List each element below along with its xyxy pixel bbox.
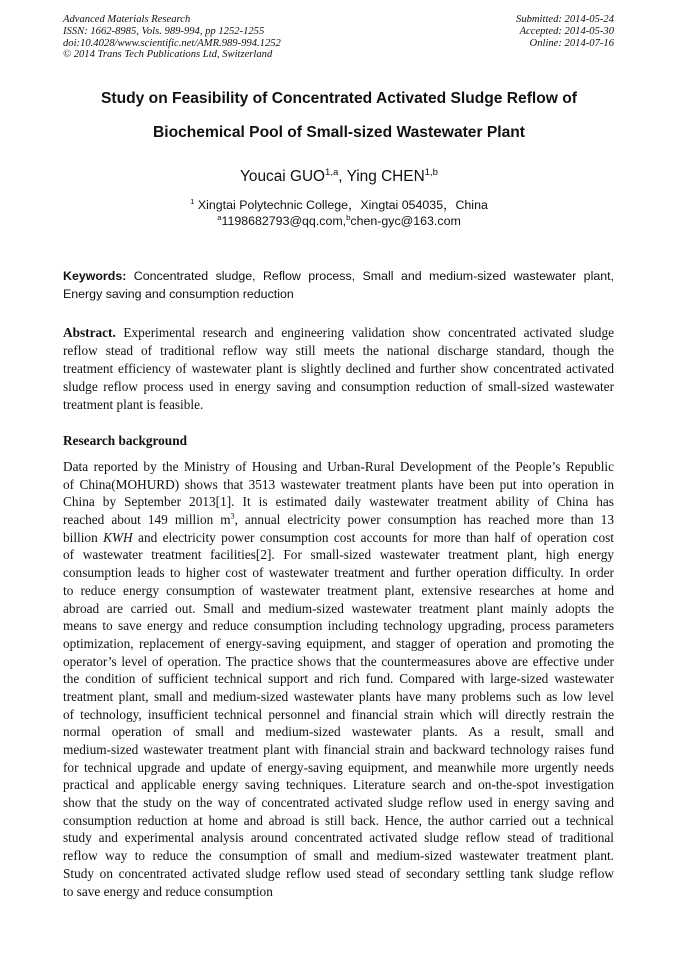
body-line xyxy=(63,759,614,777)
body-text: of China(MOHURD) shows that 3513 wastewater treatment plants have been put into operation in xyxy=(63,476,614,492)
author-2: Ying CHEN xyxy=(346,168,425,186)
body-text: China by September 2013[1]. It is estimated daily wastewater treatment ability of China has xyxy=(63,494,614,510)
body-line xyxy=(63,723,614,741)
abstract-line: reflow stead of traditional reflow way still meets the national discharge standard, though the xyxy=(63,343,614,358)
abstract-line: treatment plant is feasible. xyxy=(63,397,204,412)
body-text: medium-sized wastewater treatment plant with financial strain and backward technology raises fund xyxy=(63,742,614,757)
body-line xyxy=(63,582,614,600)
keywords-text: Concentrated sludge, Reflow process, Small and medium-sized wastewater plant, Energy saving and consumption reduction xyxy=(63,269,614,301)
body-line xyxy=(63,653,614,671)
body-text: billion xyxy=(63,529,104,545)
body-line xyxy=(63,865,614,883)
journal-name: Advanced Materials Research xyxy=(63,14,191,25)
body-text: consumption leads to higher cost of wastewater treatment and further operation difficulty. In order xyxy=(63,565,614,581)
paper-title-line-2: Biochemical Pool of Small-sized Wastewater Plant xyxy=(152,124,526,141)
copyright-line: © 2014 Trans Tech Publications Ltd, Switzerland xyxy=(63,49,273,61)
body-line xyxy=(63,476,614,494)
body-text: to reduce energy consumption of wastewater treatment plant, extensive researches at home and xyxy=(63,582,614,598)
affiliation xyxy=(0,195,678,213)
issn-line: ISSN: 1662-8985, Vols. 989-994, pp 1252-1255 xyxy=(63,25,265,37)
authors xyxy=(0,167,678,186)
body-text: Data reported by the Ministry of Housing and Urban-Rural Development of the People’s Republic xyxy=(63,459,614,474)
abstract xyxy=(63,324,614,414)
accepted-date: Accepted: 2014-05-30 xyxy=(519,25,614,37)
body-text: of technology, insufficient technical personnel and financial strain which will directly restrain the xyxy=(63,706,614,722)
dates-info xyxy=(516,14,614,49)
body-text: for technical upgrade and update of energy-saving equipment, and meanwhile more urgently needs xyxy=(63,759,614,775)
doi-line: doi:10.4028/www.scientific.net/AMR.989-994.1252 xyxy=(63,37,281,49)
author-1: Youcai GUO xyxy=(240,168,326,186)
email-a-mark: a xyxy=(217,213,222,222)
body-line xyxy=(63,511,614,529)
keywords xyxy=(63,267,614,303)
body-text: reflow way to reduce the consumption of small and medium-sized wastewater treatment plant. xyxy=(63,848,614,864)
affiliation-number: 1 xyxy=(190,196,195,206)
body-line xyxy=(63,688,614,706)
online-date: Online: 2014-07-16 xyxy=(529,37,614,49)
abstract-line: treatment efficiency of wastewater plant is slightly declined and further show concentrated activated xyxy=(63,361,614,376)
body-line xyxy=(63,812,614,830)
body-text: means to save energy and reduce consumption including technology upgrading, process parameters xyxy=(63,618,614,634)
author-2-affil: 1,b xyxy=(424,167,438,178)
body-text: consumption reduction at home and abroad is still back. Hence, the author carried out a technical xyxy=(63,812,614,828)
body-text: treatment plant, small and medium-sized wastewater plants have many problems such as low level xyxy=(63,688,614,704)
author-separator: , xyxy=(338,168,347,186)
author-1-affil: 1,a xyxy=(325,167,339,178)
body-line xyxy=(63,794,614,812)
keywords-label: Keywords: xyxy=(63,269,127,283)
body-text: of wastewater treatment facilities[2]. For small-sized wastewater treatment plant, high energy xyxy=(63,547,614,563)
body-line xyxy=(63,600,614,618)
affiliation-text: Xingtai Polytechnic College，Xingtai 054035，China xyxy=(194,198,488,212)
section-heading: Research background xyxy=(63,433,187,448)
abstract-label: Abstract. xyxy=(63,325,116,340)
body-line xyxy=(63,529,614,547)
body-line xyxy=(63,564,614,582)
email-b-mark: b xyxy=(346,213,351,222)
body-line xyxy=(63,617,614,635)
emails xyxy=(0,213,678,228)
italic-text: KWH xyxy=(103,529,133,545)
body-text: study and experimental analysis around concentrated activated sludge reflow stead of traditional xyxy=(63,830,614,846)
body-line xyxy=(63,635,614,653)
superscript: 3 xyxy=(230,511,235,521)
body-text: reached about 149 million m xyxy=(63,512,231,528)
body-text: , annual electricity power consumption has reached more than 13 xyxy=(234,512,614,528)
body-line xyxy=(63,883,614,901)
body-text: show that the study on the way of concentrated activated sludge reflow used in energy saving and xyxy=(63,795,614,811)
body-text: to save energy and reduce consumption xyxy=(63,883,273,899)
body-text: the condition of sufficient technical support and rich fund. Compared with large-sized wastewater xyxy=(63,671,614,687)
body-line xyxy=(63,776,614,794)
body-line xyxy=(63,741,614,759)
body-text: and electricity power consumption cost accounts for more than half of operation cost xyxy=(132,529,614,545)
body-line xyxy=(63,493,614,511)
body-line xyxy=(63,670,614,688)
body-text: optimization, replacement of energy-saving equipment, and stagger of operation and promoting the xyxy=(63,635,614,651)
journal-info xyxy=(63,14,281,61)
abstract-text: Experimental research and engineering validation show concentrated activated sludge xyxy=(115,325,614,340)
section-body xyxy=(63,458,614,900)
body-text: abroad are carried out. Small and medium-sized wastewater treatment plant mainly adopts the xyxy=(63,600,614,616)
body-line xyxy=(63,458,614,476)
body-line xyxy=(63,546,614,564)
body-text: Study on concentrated activated sludge reflow used stead of secondary settling tank sludge reflow xyxy=(63,865,614,881)
body-text: normal operation of small and medium-sized wastewater plants. As a result, small and xyxy=(63,724,614,740)
body-line xyxy=(63,847,614,865)
body-line xyxy=(63,706,614,724)
body-text: operator’s level of operation. The practice shows that the countermeasures above are effective under xyxy=(63,653,614,669)
email-a[interactable]: 1198682793@qq.com, xyxy=(221,214,347,229)
body-line xyxy=(63,829,614,847)
abstract-line: sludge reflow process used in energy saving and consumption reduction of small-sized wastewater xyxy=(63,379,614,394)
paper-title-line-1: Study on Feasibility of Concentrated Activated Sludge Reflow of xyxy=(101,90,577,107)
submitted-date: Submitted: 2014-05-24 xyxy=(516,14,614,25)
body-text: practical and applicable energy saving techniques. Literature search and on-the-spot investigation xyxy=(63,777,614,793)
abstract-line xyxy=(63,324,614,342)
email-b[interactable]: chen-gyc@163.com xyxy=(350,214,461,229)
